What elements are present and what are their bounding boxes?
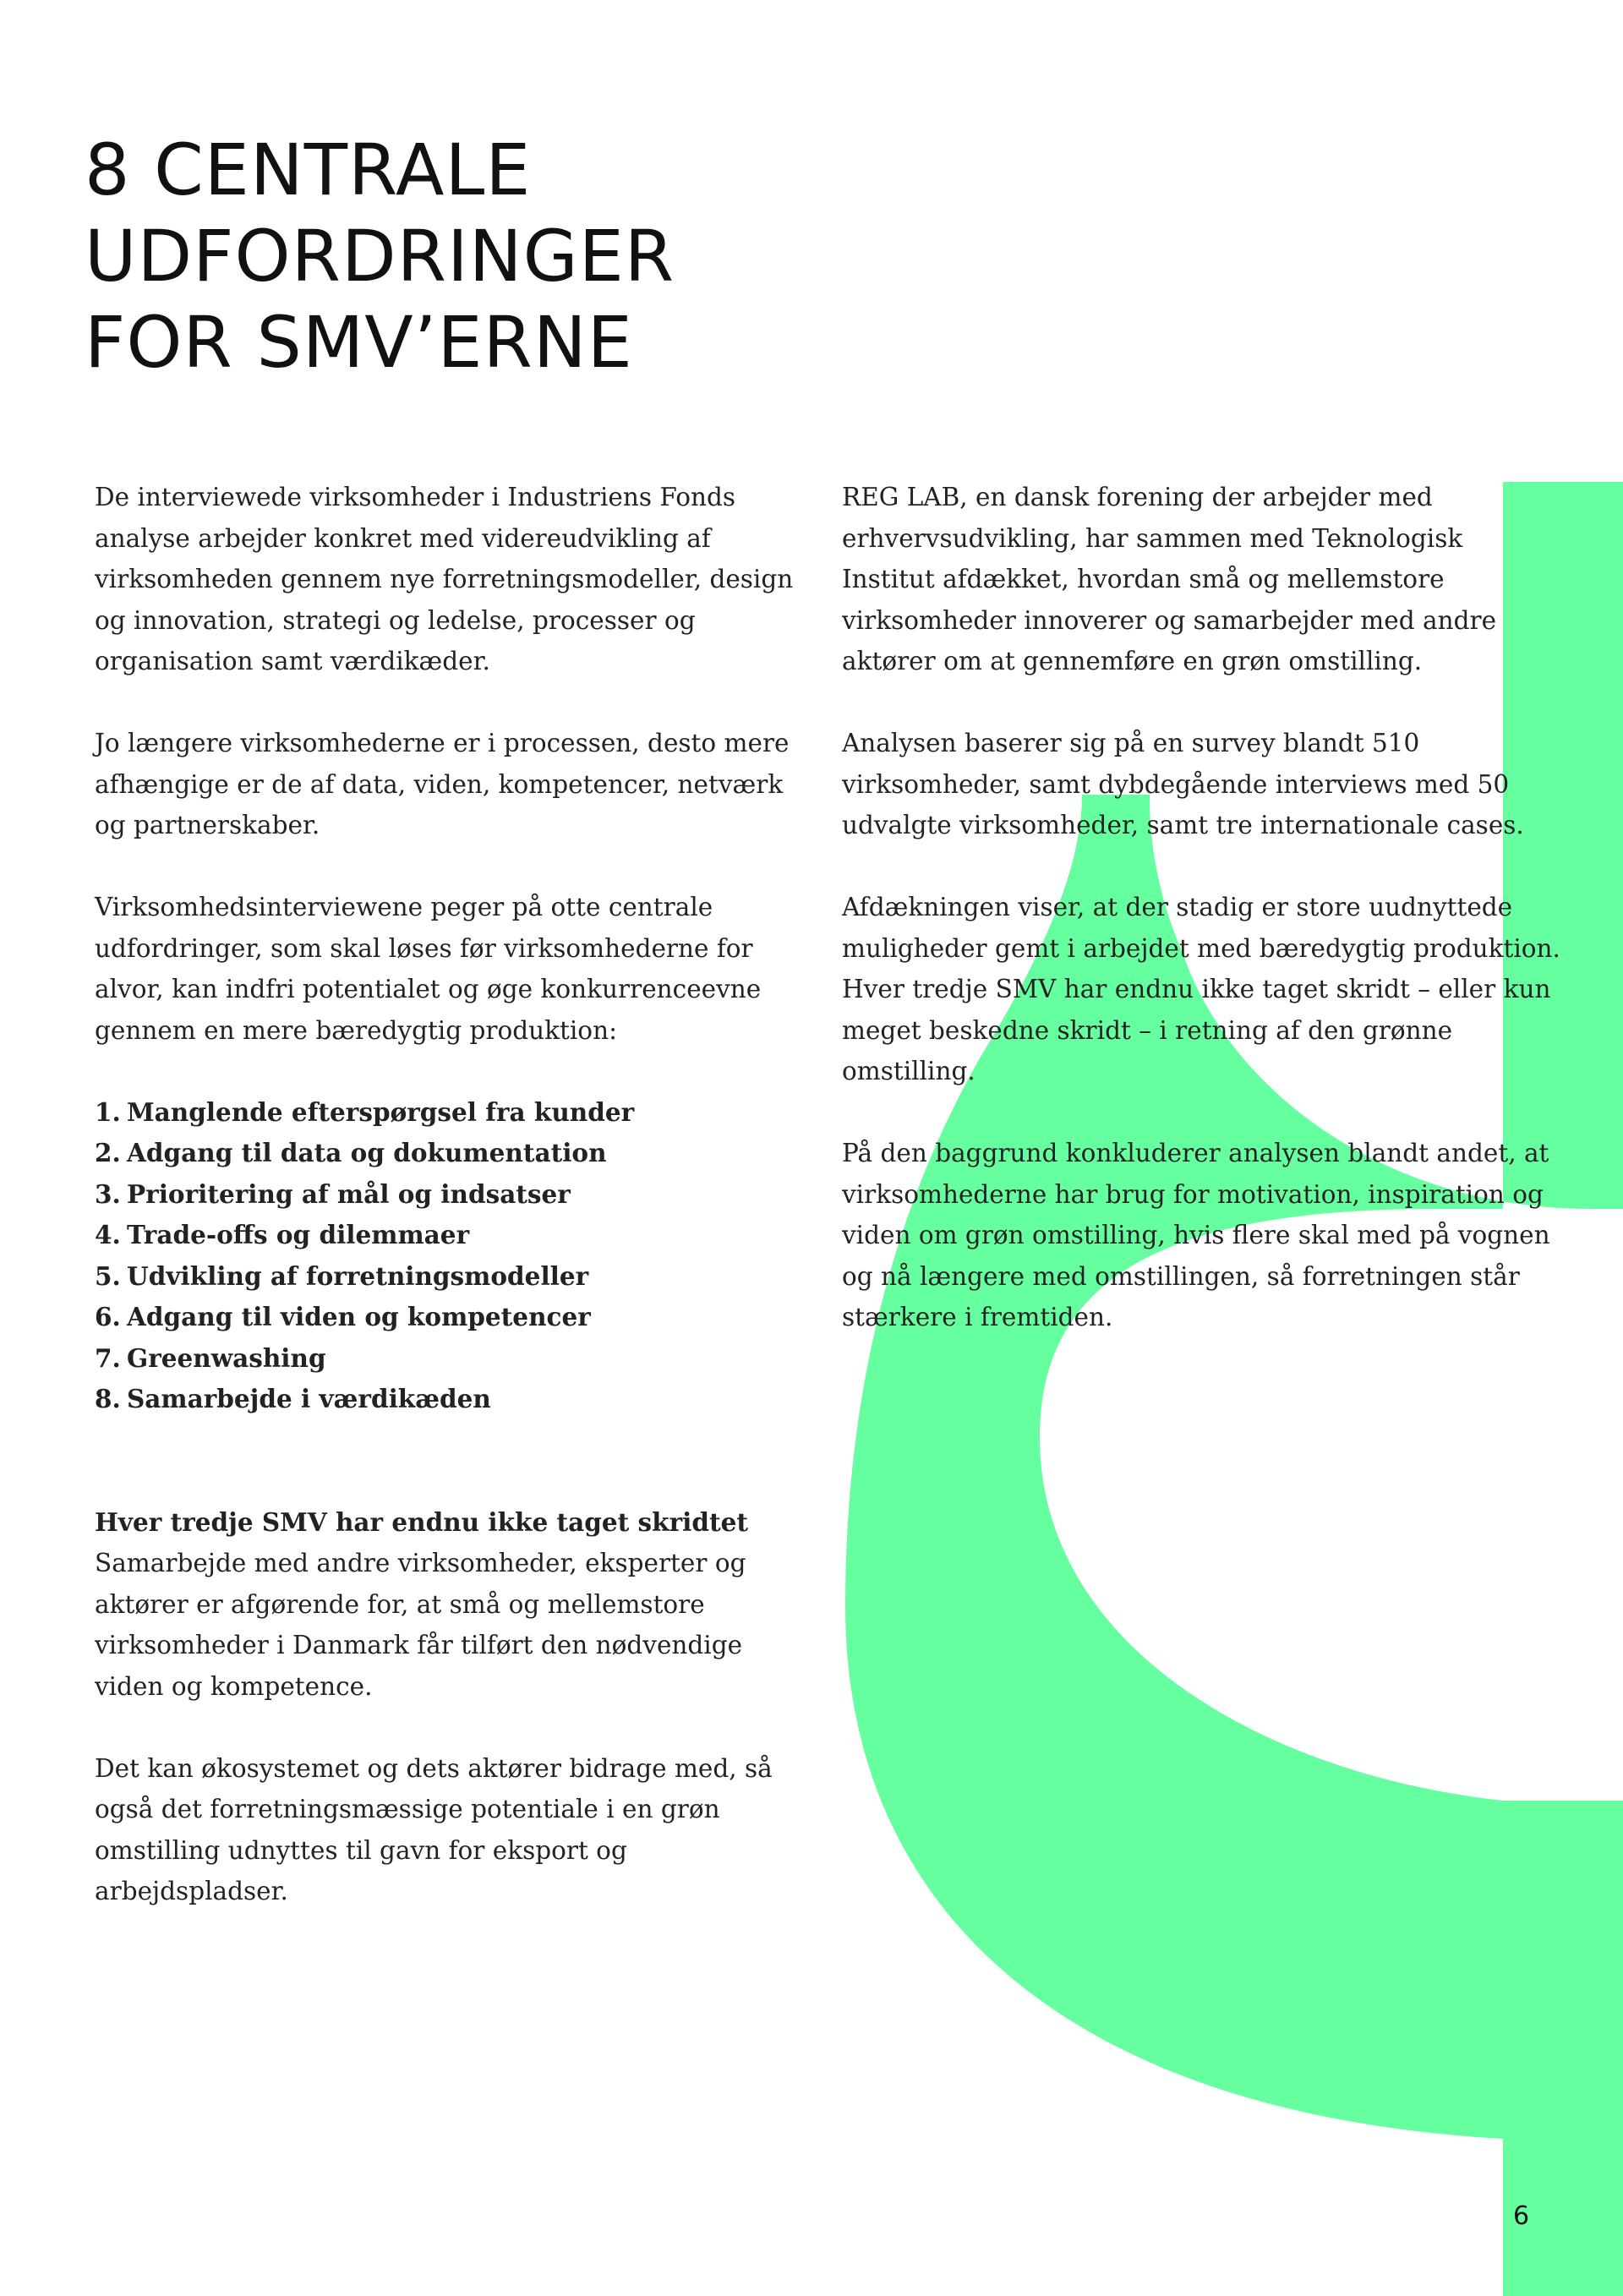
- list-item-label: Manglende efterspørgsel fra kunder: [127, 1096, 635, 1127]
- title-line-3: FOR SMV’ERNE: [85, 301, 633, 384]
- left-column: [95, 477, 813, 1953]
- right-column: [842, 477, 1560, 1379]
- list-item-label: Samarbejde i værdikæden: [127, 1384, 491, 1413]
- ecosystem-paragraph: Det kan økosystemet og dets aktører bidrage med, så også det forretningsmæssige potentiale i en grøn omstilling udnyttes til gavn for eksport og arbejdspladser.: [95, 1753, 773, 1905]
- list-item: [95, 1133, 813, 1174]
- list-item-number: 8.: [95, 1384, 121, 1413]
- list-item-number: 2.: [95, 1138, 121, 1167]
- list-item-number: 3.: [95, 1178, 121, 1209]
- list-item-number: 4.: [95, 1220, 121, 1249]
- list-item-label: Prioritering af mål og indsatser: [127, 1178, 571, 1209]
- findings-paragraph: Afdækningen viser, at der stadig er store uudnyttede muligheder gemt i arbejdet med bæredygtig produktion. Hver tredje SMV har endnu ikke taget skridt – eller kun meget beskedne skridt – i retning af den grønne omstilling.: [842, 893, 1560, 1085]
- list-item: [95, 1092, 813, 1134]
- subsection-intro: Samarbejde med andre virksomheder, eksperter og aktører er afgørende for, at små og mellemstore virksomheder i Danmark får tilført den nødvendige viden og kompetence.: [95, 1549, 746, 1701]
- list-item: [95, 1379, 813, 1420]
- list-item-number: 1.: [95, 1096, 121, 1127]
- title-line-2: UDFORDRINGER: [85, 215, 675, 298]
- list-item-number: 5.: [95, 1260, 121, 1291]
- challenges-intro-paragraph: Virksomhedsinterviewene peger på otte centrale udfordringer, som skal løses før virksomhederne for alvor, kan indfri potentialet og øge konkurrenceevne gennem en mere bæredygtig produktion:: [95, 893, 762, 1045]
- reglab-paragraph: REG LAB, en dansk forening der arbejder med erhvervsudvikling, har sammen med Teknologisk Institut afdækket, hvordan små og mellemstore virksomheder innoverer og samarbejder med andre aktører om at gennemføre en grøn omstilling.: [842, 483, 1497, 675]
- process-paragraph: Jo længere virksomhederne er i processen, desto mere afhængige er de af data, viden, kompetencer, netværk og partnerskaber.: [95, 729, 790, 839]
- list-item: [95, 1338, 813, 1380]
- subsection-paragraph: [95, 1502, 813, 1708]
- title-line-1: 8 CENTRALE: [85, 128, 532, 211]
- subsection-heading: Hver tredje SMV har endnu ikke taget skridtet: [95, 1506, 748, 1537]
- spacer: [95, 1461, 813, 1502]
- list-item-number: 7.: [95, 1342, 121, 1373]
- list-item-label: Adgang til data og dokumentation: [127, 1138, 607, 1167]
- list-item: [95, 1256, 813, 1298]
- page-title: [85, 127, 675, 385]
- list-item: [95, 1174, 813, 1216]
- list-item-label: Adgang til viden og kompetencer: [127, 1302, 591, 1331]
- list-item: [95, 1297, 813, 1338]
- intro-paragraph: De interviewede virksomheder i Industriens Fonds analyse arbejder konkret med videreudvikling af virksomheden gennem nye forretningsmodeller, design og innovation, strategi og ledelse, processer og organisation samt værdikæder.: [95, 483, 794, 675]
- survey-paragraph: Analysen baserer sig på en survey blandt 510 virksomheder, samt dybdegående interviews med 50 udvalgte virksomheder, samt tre internationale cases.: [842, 729, 1524, 839]
- list-item-number: 6.: [95, 1302, 121, 1331]
- challenges-list: [95, 1092, 813, 1420]
- list-item-label: Udvikling af forretningsmodeller: [127, 1260, 589, 1291]
- list-item-label: Greenwashing: [127, 1342, 326, 1373]
- list-item: [95, 1215, 813, 1256]
- list-item-label: Trade-offs og dilemmaer: [127, 1220, 470, 1249]
- page-number: 6: [1513, 2201, 1530, 2231]
- conclusion-paragraph: På den baggrund konkluderer analysen blandt andet, at virksomhederne har brug for motivation, inspiration og viden om grøn omstilling, hvis flere skal med på vognen og nå længere med omstillingen, så forretningen står stærkere i fremtiden.: [842, 1139, 1550, 1331]
